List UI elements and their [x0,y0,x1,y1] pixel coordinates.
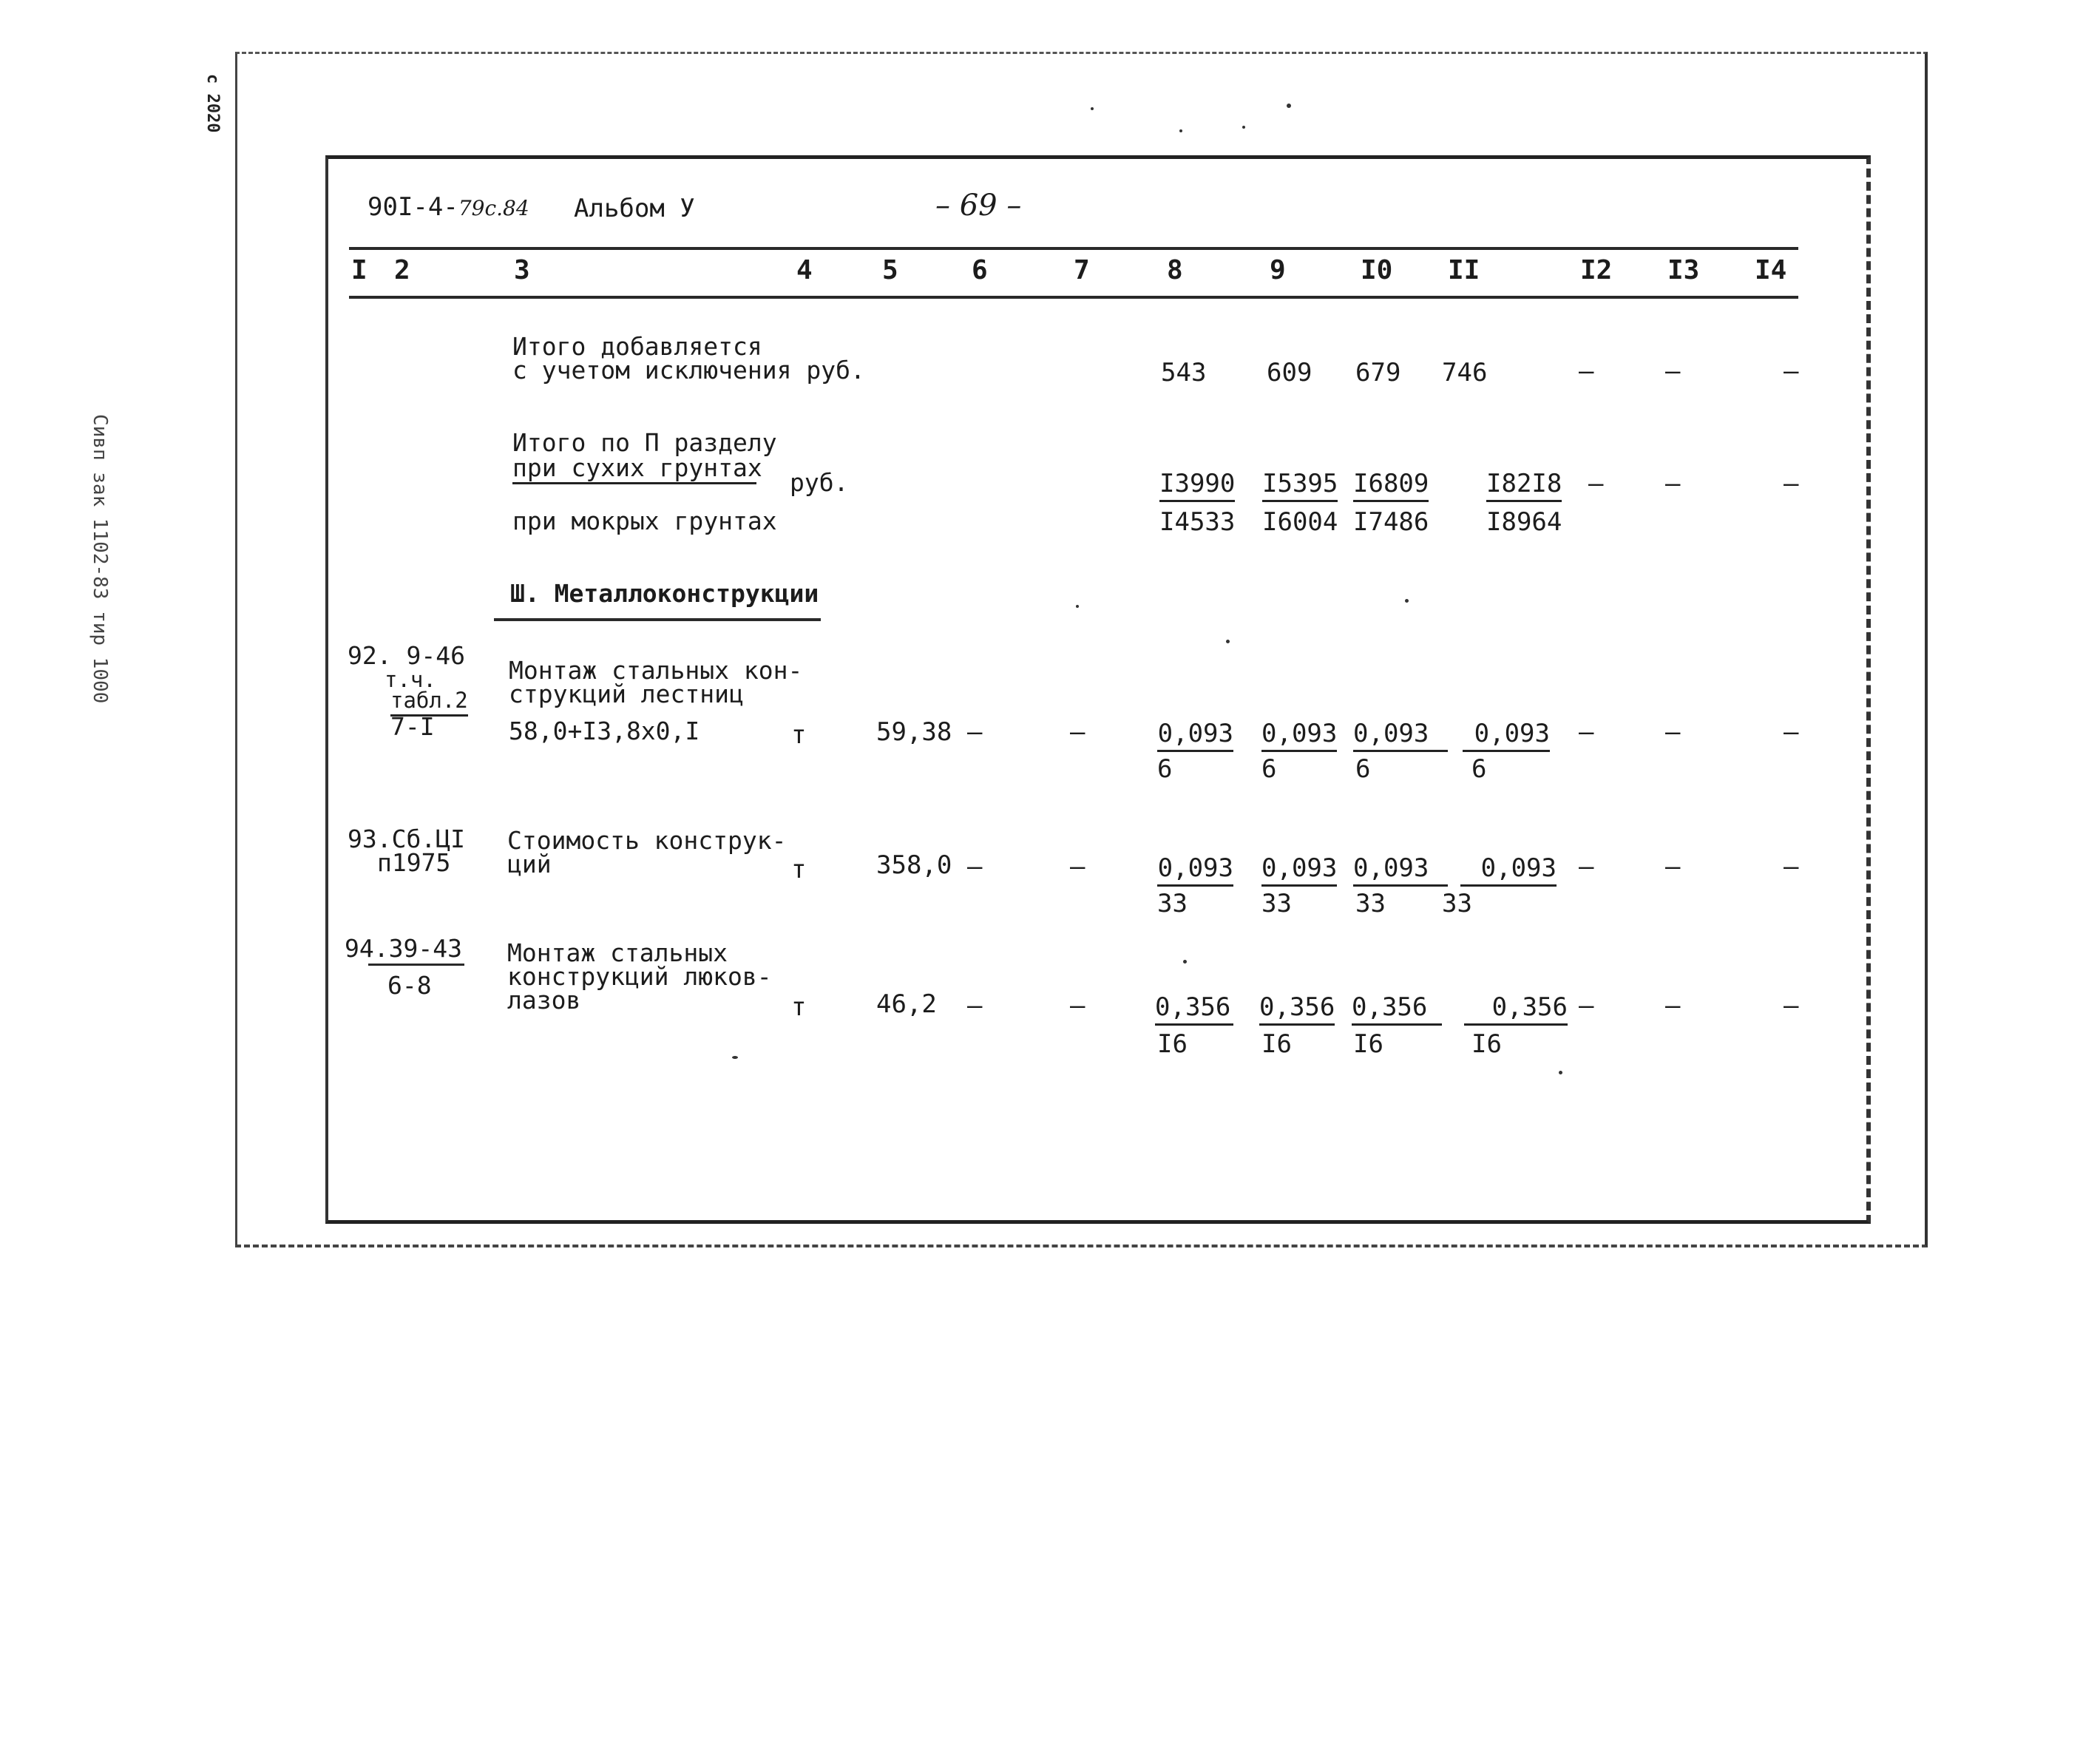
row93-price: 358,0 [876,850,952,880]
section3-title: Ш. Металлоконструкции [510,579,819,608]
dry-col11: I82I8 [1486,469,1562,502]
col-header-4: 4 [796,255,813,285]
row92-col9-bottom: 6 [1261,754,1277,784]
col-header-1: I [351,255,368,285]
row93-col12: – [1579,852,1594,881]
row94-col12: – [1579,991,1594,1020]
row92-desc-line2: струкций лестниц [509,680,744,708]
col-header-8: 8 [1167,255,1183,285]
total-section-line1: Итого по П разделу [512,428,777,457]
scan-speck [1287,104,1291,108]
row94-col8-top: 0,356 [1155,992,1233,1026]
row92-desc-line1: Монтаж стальных кон- [509,656,803,685]
row92-price: 59,38 [876,717,952,747]
total-section-col13: – [1665,469,1681,498]
row94-col10-top: 0,356 [1352,992,1442,1026]
row92-col13: – [1665,717,1681,747]
total-section-line3: при мокрых грунтах [512,507,777,535]
row92-col11-top: 0,093 [1463,719,1550,752]
row93-col7: – [1070,852,1085,881]
row94-col14: – [1784,991,1799,1020]
col-header-9: 9 [1270,255,1286,285]
row94-price: 46,2 [876,989,937,1019]
document-code-handwritten: 79с.84 [458,196,529,220]
col-header-12: I2 [1580,255,1613,285]
row94-desc-line2: конструкций люков- [507,962,772,991]
total-added-col11: 746 [1442,358,1488,387]
col-header-13: I3 [1667,255,1700,285]
row92-code-line4: 7-I [390,712,435,741]
scan-speck [1091,107,1094,110]
row92-col14: – [1784,717,1799,747]
dry-col10: I6809 [1353,469,1429,502]
total-section-line2: при сухих грунтах [512,456,756,484]
row92-col10-top: 0,093 [1353,719,1448,752]
row93-col8-bottom: 33 [1157,889,1188,918]
row92-col8-bottom: 6 [1157,754,1173,784]
row93-col9-top: 0,093 [1261,853,1337,887]
page-number: – 69 – [935,189,1022,223]
row94-col11-top: 0,356 [1464,992,1568,1026]
dry-col9: I5395 [1262,469,1338,502]
row93-col6: – [967,852,983,881]
row92-unit: т [791,720,807,750]
row92-code-line3: табл.2 [390,688,468,717]
row92-col10-bottom: 6 [1355,754,1371,784]
total-added-col10: 679 [1355,358,1401,387]
row92-desc-line3: 58,0+I3,8х0,I [509,717,700,745]
wet-col9: I6004 [1262,507,1338,537]
row93-col10-bottom: 33 [1355,889,1386,918]
row94-col7: – [1070,991,1085,1020]
col-header-2: 2 [394,255,410,285]
corner-stamp: с 2020 [203,74,222,133]
row92-col6: – [967,717,983,747]
row92-col11-bottom: 6 [1471,754,1487,784]
row92-col12: – [1579,717,1594,747]
margin-print-stamp: Сивп зак 1102-83 тир 1000 [89,414,111,704]
row93-col14: – [1784,852,1799,881]
row93-col9-bottom: 33 [1261,889,1292,918]
scan-speck [1076,605,1079,608]
col-header-6: 6 [972,255,988,285]
total-section-unit: руб. [790,468,849,497]
row94-desc-line3: лазов [507,986,581,1015]
row94-col13: – [1665,991,1681,1020]
total-added-col13: – [1665,356,1681,386]
row92-col8-top: 0,093 [1157,719,1233,752]
col-header-3: 3 [514,255,530,285]
total-added-line2: с учетом исключения руб. [512,356,865,385]
wet-col10: I7486 [1353,507,1429,537]
row94-unit: т [791,992,807,1022]
row92-code-line2: т.ч. [385,667,436,692]
row93-code-line2: п1975 [377,848,451,877]
col-header-11: II [1448,255,1480,285]
row92-col7: – [1070,717,1085,747]
col-header-14: I4 [1755,255,1787,285]
dry-col8: I3990 [1159,469,1235,502]
row93-code-line1: 93.Сб.ЦI [348,825,465,853]
scan-speck [1226,640,1230,643]
wet-col11: I8964 [1486,507,1562,537]
document-code-printed: 90I-4- [368,192,458,222]
album-label: Альбом У [574,194,695,223]
row92-col9-top: 0,093 [1261,719,1337,752]
row93-unit: т [791,855,807,884]
row93-col10-top: 0,093 [1353,853,1448,887]
row93-col11-bottom: 33 [1442,889,1472,918]
row94-desc-line1: Монтаж стальных [507,938,728,967]
section3-title-underline [494,618,821,621]
row94-code-underline [368,964,464,966]
total-section-col12: – [1588,469,1604,498]
row92-code-line1: 92. 9-46 [348,641,465,670]
scan-speck [1405,599,1409,603]
row94-col11-bottom: I6 [1471,1029,1502,1059]
wet-col8: I4533 [1159,507,1236,537]
scan-speck [732,1056,738,1059]
col-header-7: 7 [1074,255,1090,285]
scan-speck [1183,960,1187,964]
row94-col6: – [967,991,983,1020]
total-added-line1: Итого добавляется [512,332,762,361]
row94-col9-bottom: I6 [1261,1029,1292,1059]
scan-speck [1179,129,1182,132]
row93-col11-top: 0,093 [1460,853,1557,887]
header-bottom-rule [349,296,1798,299]
total-added-col12: – [1579,356,1594,386]
row94-code-line2: 6-8 [387,971,432,1000]
scan-speck [1559,1071,1562,1074]
row94-col8-bottom: I6 [1157,1029,1188,1059]
row93-desc-line1: Стоимость конструк- [507,826,787,855]
scan-speck [1242,126,1245,129]
header-top-rule [349,247,1798,250]
col-header-5: 5 [882,255,898,285]
total-added-col14: – [1784,356,1799,386]
row93-col8-top: 0,093 [1157,853,1233,887]
row93-col13: – [1665,852,1681,881]
row94-code-line1: 94.39-43 [345,934,462,963]
col-header-10: I0 [1361,255,1393,285]
document-code [368,192,529,222]
row93-desc-line2: ций [507,850,552,878]
total-section-col14: – [1784,469,1799,498]
row94-col10-bottom: I6 [1353,1029,1383,1059]
total-added-col8: 543 [1161,358,1207,387]
total-added-col9: 609 [1267,358,1312,387]
row94-col9-top: 0,356 [1259,992,1335,1026]
